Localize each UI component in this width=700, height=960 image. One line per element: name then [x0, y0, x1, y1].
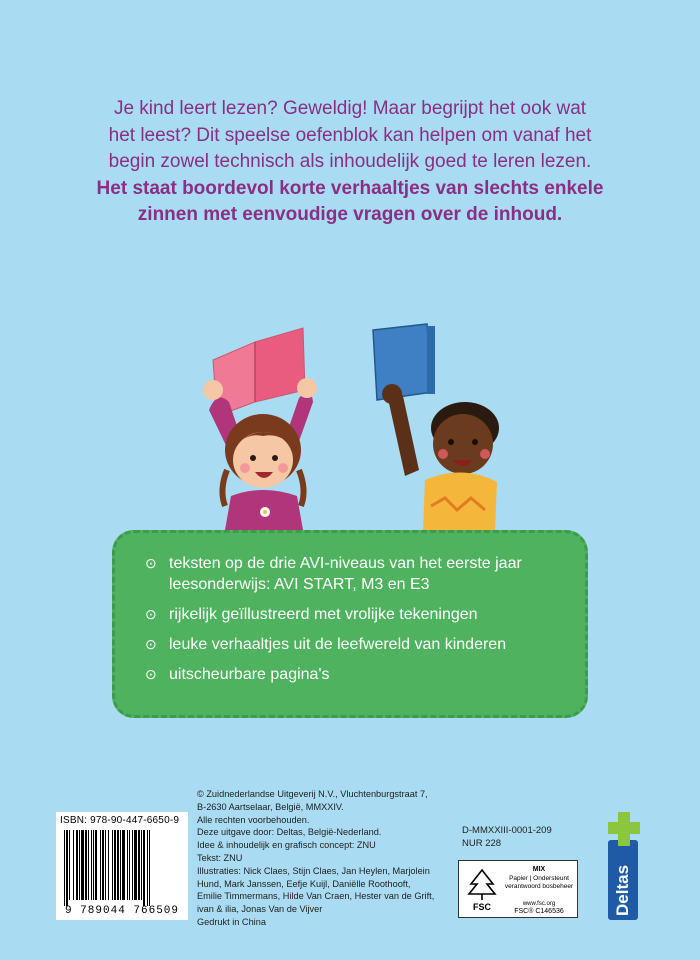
fsc-logo-text: FSC [473, 902, 491, 912]
barcode-bar [117, 830, 119, 900]
barcode-bar [114, 830, 116, 900]
barcode-icon [62, 830, 182, 906]
barcode-bar [100, 830, 101, 900]
barcode-bar [108, 830, 109, 900]
credits-line: Illustraties: Nick Claes, Stijn Claes, Jan Heylen, Marjolein [197, 865, 430, 876]
barcode-bar [85, 830, 87, 900]
fsc-code: FSC® C146536 [514, 908, 564, 915]
credits-line: B-2630 Aartselaar, België, MMXXIV. [197, 801, 344, 812]
barcode-bar [91, 830, 92, 900]
barcode-bar [141, 830, 142, 900]
deltas-logo-text: Deltas [613, 864, 632, 916]
credits-line: Tekst: ZNU [197, 852, 243, 863]
fsc-line: verantwoord bosbeheer [504, 883, 574, 890]
feature-item [145, 553, 567, 595]
target-circle-icon: ⊙ [145, 666, 157, 682]
feature-text: rijkelijk geïllustreerd met vrolijke tekeningen [169, 606, 478, 623]
feature-item [145, 604, 567, 625]
barcode-bar [120, 830, 121, 900]
barcode-bar [112, 830, 113, 900]
credits [197, 788, 447, 929]
barcode-bar [79, 830, 80, 900]
feature-text: leesonderwijs: AVI START, M3 en E3 [169, 576, 430, 593]
credits-line: Deze uitgave door: Deltas, België-Nederland. [197, 827, 382, 838]
barcode-bar [95, 830, 97, 900]
barcode-bar [129, 830, 130, 900]
fsc-site: www.fsc.org [522, 901, 556, 907]
boy-with-blue-book [373, 324, 499, 530]
credits-line: Emilie Timmermans, Hilde Van Craen, Hester van de Grift, [197, 891, 435, 902]
barcode-digits: 9 789044 766509 [64, 905, 180, 917]
catalog-codes [462, 824, 552, 850]
intro-bold-line: Het staat boordevol korte verhaaltjes van slechts enkele [96, 177, 604, 199]
barcode-bar [122, 830, 125, 900]
fsc-label [458, 860, 578, 918]
features-list [115, 533, 585, 685]
barcode-bar [127, 830, 128, 900]
intro-bold-line: zinnen met eenvoudige vragen over de inhoud. [137, 204, 563, 225]
isbn-barcode [56, 812, 188, 920]
credits-line: © Zuidnederlandse Uitgeverij N.V., Vluchtenburgstraat 7, [197, 789, 428, 799]
intro-line: het leest? Dit speelse oefenblok kan helpen om vanaf het [108, 124, 592, 146]
barcode-bar [73, 830, 74, 900]
features-box [112, 530, 588, 718]
feature-text: leuke verhaaltjes uit de leefwereld van kinderen [169, 636, 507, 653]
deposit-code: D-MMXXIII-0001-209 [462, 825, 552, 836]
target-circle-icon: ⊙ [145, 606, 157, 622]
barcode-bar [147, 830, 148, 906]
barcode-bar [105, 830, 106, 900]
fsc-tree-icon [465, 866, 499, 912]
intro-line: begin zowel technisch als inhoudelijk goed te leren lezen. [108, 151, 592, 172]
nur-code: NUR 228 [462, 838, 502, 849]
feature-item [145, 634, 567, 655]
barcode-bar [64, 830, 65, 906]
intro-line: Je kind leert lezen? Geweldig! Maar begrijpt het ook wat [113, 98, 587, 119]
target-circle-icon: ⊙ [145, 636, 157, 652]
feature-text: uitscheurbare pagina's [169, 666, 330, 683]
barcode-bar [81, 830, 84, 900]
barcode-bar [132, 830, 133, 900]
credits-line: Gedrukt in China [197, 916, 266, 927]
intro-text [70, 96, 630, 229]
children-reading-illustration [195, 320, 505, 530]
target-circle-icon: ⊙ [145, 555, 157, 571]
feature-item [145, 664, 567, 685]
barcode-bar [138, 830, 140, 900]
barcode-bar [134, 830, 137, 900]
isbn-label: ISBN: 978-90-447-6650-9 [60, 815, 180, 826]
deltas-logo [606, 812, 640, 920]
credits-line: Alle rechten voorbehouden. [197, 814, 310, 825]
barcode-bar [93, 830, 94, 900]
barcode-bar [66, 830, 68, 906]
credits-line: Hund, Mark Janssen, Eefje Kuijl, Daniëlle Roothooft, [197, 878, 411, 889]
barcode-bar [88, 830, 89, 900]
barcode-bar [76, 830, 78, 900]
girl-with-pink-book [203, 328, 317, 530]
barcode-bar [149, 830, 150, 906]
feature-text: teksten op de drie AVI-niveaus van het eerste jaar [169, 555, 522, 572]
credits-line: ivan & ilia, Jonas Van de Vijver [197, 904, 323, 915]
fsc-line: Papier | Ondersteunt [509, 874, 569, 882]
fsc-mix: MIX [532, 866, 546, 873]
credits-line: Idee & inhoudelijk en grafisch concept: ZNU [197, 840, 376, 851]
barcode-bar [143, 830, 145, 906]
barcode-bar [102, 830, 104, 900]
barcode-bar [69, 830, 70, 900]
